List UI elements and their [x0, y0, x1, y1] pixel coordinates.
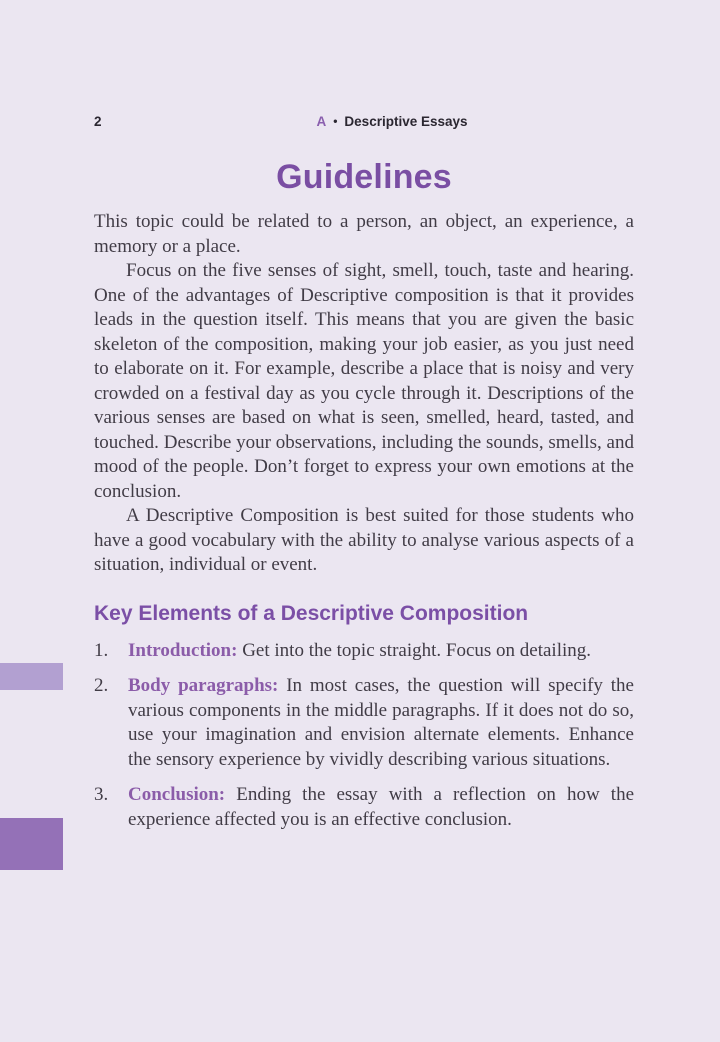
page-content [94, 0, 634, 832]
list-item-body [128, 674, 634, 772]
list-item-text: In most cases, the question will specify the various components in the middle paragraphs. If it does not do so, use your imagination and envision alternate elements. Enhance the sensory experience by vividly describing various situations. [128, 675, 634, 770]
section-title: Descriptive Essays [344, 114, 468, 129]
paragraph-senses: Focus on the five senses of sight, smell, touch, taste and hearing. One of the advantages of Descriptive composition is that it provides leads in the question itself. This means that you are given the basic skeleton of the composition, making your job easier, as you just need to elaborate on it. For example, describe a place that is noisy and very crowded on a festival day as you cycle through it. Descriptions of the various senses are based on what is seen, smelled, heard, tasted, and touched. Describe your observations, including the sounds, smells, and mood of the people. Don’t forget to express your own emotions at the conclusion. [94, 260, 634, 502]
paragraph-suited: A Descriptive Composition is best suited for those students who have a good vocabulary with the ability to analyse various aspects of a situation, individual or event. [94, 505, 634, 575]
page-number: 2 [94, 114, 102, 129]
key-elements-list [94, 639, 634, 833]
list-item-number: 1. [94, 639, 109, 661]
bullet-separator-icon: • [333, 113, 338, 128]
paragraph-intro: This topic could be related to a person, an object, an experience, a memory or a place. [94, 211, 634, 257]
body-copy [94, 210, 634, 578]
chapter-tab-light [0, 663, 63, 690]
running-header-title [316, 114, 467, 129]
section-heading: Key Elements of a Descriptive Composition [94, 601, 529, 625]
list-item-number: 2. [94, 675, 109, 696]
list-item-body [128, 783, 634, 832]
list-item [94, 783, 634, 832]
list-item-text: Ending the essay with a reflection on how the experience affected you is an effective conclusion. [128, 784, 634, 830]
list-item-lead: Introduction: [128, 639, 238, 661]
list-item [94, 674, 634, 772]
list-item-lead: Conclusion: [128, 784, 226, 805]
list-item-number: 3. [94, 784, 109, 805]
list-item-text: Get into the topic straight. Focus on detailing. [237, 639, 592, 661]
page-title: Guidelines [276, 158, 452, 196]
chapter-tab-dark [0, 818, 63, 870]
section-letter: A [316, 114, 327, 129]
list-item [94, 639, 634, 664]
running-header [94, 0, 634, 134]
list-item-body [128, 639, 634, 664]
list-item-lead: Body paragraphs: [128, 675, 279, 696]
